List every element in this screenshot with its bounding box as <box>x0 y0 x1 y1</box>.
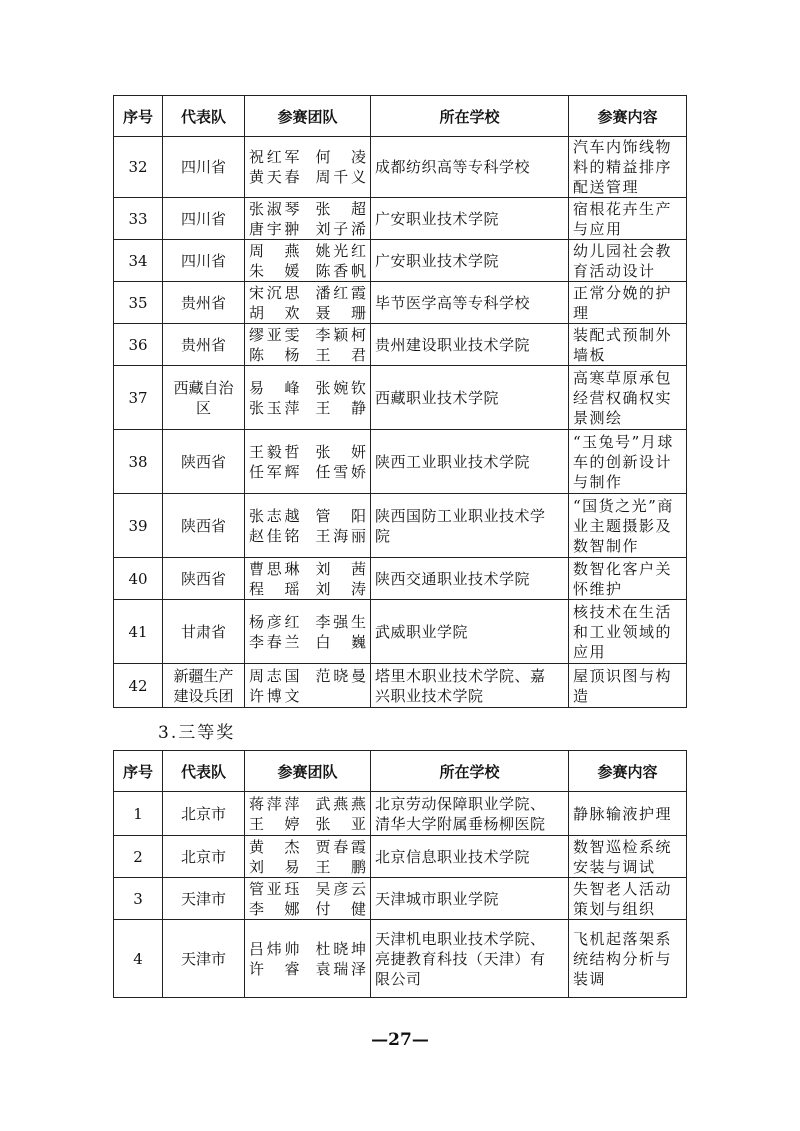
member-name: 王 君 <box>315 345 366 364</box>
content-cell <box>569 494 687 558</box>
school-line: 成都纺织高等专科学校 <box>375 158 531 176</box>
delegation-cell <box>163 494 245 558</box>
team-members-cell <box>245 878 371 920</box>
member-name: 刘 涛 <box>315 579 366 598</box>
member-name: 陈香帆 <box>315 261 366 280</box>
content-cell <box>569 600 687 664</box>
school-cell <box>371 878 569 920</box>
table-row <box>114 600 687 664</box>
header-team: 参赛团队 <box>245 96 371 137</box>
member-name: 缪亚雯 <box>249 325 300 344</box>
row-number: 33 <box>128 209 148 228</box>
school-line: 天津城市职业学院 <box>375 889 500 908</box>
member-name: 张志越 <box>249 506 300 525</box>
member-name: 王 静 <box>315 398 366 417</box>
member-name: 吕炜帅 <box>249 939 300 958</box>
table-row <box>114 137 687 198</box>
content-line: 飞机起落架系 <box>573 929 673 948</box>
table-row <box>114 240 687 282</box>
school-line: 院 <box>375 526 391 545</box>
member-name <box>316 686 367 706</box>
member-line <box>249 241 366 261</box>
member-line <box>249 303 366 323</box>
table-body <box>114 792 687 998</box>
member-name: 许博文 <box>249 686 300 705</box>
content-line: 经营权确权实 <box>573 388 673 407</box>
delegation-line: 贵州省 <box>180 335 226 354</box>
delegation-line: 陕西省 <box>180 516 226 535</box>
delegation-line: 四川省 <box>180 251 226 270</box>
school-cell <box>371 282 569 324</box>
school-line: 塔里木职业技术学院、嘉 <box>375 666 546 685</box>
header-content: 参赛内容 <box>569 96 687 137</box>
page-number: —27— <box>371 1030 429 1050</box>
school-cell <box>371 664 569 708</box>
delegation-cell <box>163 836 245 878</box>
content-cell <box>569 366 687 430</box>
member-name: 聂 珊 <box>315 303 366 322</box>
member-line <box>249 147 366 167</box>
member-name: 姚光红 <box>315 241 366 260</box>
member-name: 付 健 <box>315 899 366 918</box>
member-name: 李 娜 <box>249 899 300 918</box>
member-name: 王 鹏 <box>315 857 366 876</box>
table-header-row <box>114 751 687 792</box>
row-number: 38 <box>128 452 148 471</box>
member-name: 袁瑞泽 <box>315 959 366 978</box>
delegation-cell <box>163 792 245 836</box>
header-no: 序号 <box>114 96 163 137</box>
delegation-line: 四川省 <box>180 158 226 176</box>
school-cell <box>371 198 569 240</box>
delegation-line: 北京市 <box>180 847 226 866</box>
school-cell <box>371 324 569 366</box>
member-line <box>249 814 366 834</box>
header-delegation: 代表队 <box>163 96 245 137</box>
content-line: 统结构分析与 <box>573 949 673 968</box>
table-row <box>114 558 687 600</box>
table-row <box>114 366 687 430</box>
row-number-cell <box>114 324 163 366</box>
table-body <box>114 137 687 708</box>
school-line: 天津机电职业技术学院、 <box>375 929 546 948</box>
member-name: 陈 杨 <box>249 345 300 364</box>
delegation-cell <box>163 137 245 198</box>
member-line <box>249 506 366 526</box>
school-line: 陕西交通职业技术学院 <box>375 569 531 588</box>
row-number: 32 <box>128 158 148 176</box>
content-line: “国货之光”商 <box>573 496 674 515</box>
table-row <box>114 198 687 240</box>
team-members-cell <box>245 430 371 494</box>
member-name: 周 燕 <box>249 241 300 260</box>
school-cell <box>371 836 569 878</box>
header-content: 参赛内容 <box>569 751 687 792</box>
team-members-cell <box>245 558 371 600</box>
content-cell <box>569 792 687 836</box>
row-number-cell <box>114 494 163 558</box>
content-cell <box>569 878 687 920</box>
member-line <box>249 666 366 686</box>
school-line: 亮捷教育科技（天津）有 <box>375 949 546 968</box>
member-name: 周志国 <box>249 666 300 685</box>
member-line <box>249 442 366 462</box>
team-members-cell <box>245 920 371 998</box>
content-line: 失智老人活动 <box>573 879 673 898</box>
content-line: 高寒草原承包 <box>573 368 673 387</box>
delegation-line: 西藏自治 <box>173 378 234 397</box>
content-cell <box>569 324 687 366</box>
school-cell <box>371 600 569 664</box>
award-table-second-prize <box>113 95 687 708</box>
member-line <box>249 899 366 919</box>
row-number-cell <box>114 240 163 282</box>
member-line <box>249 261 366 281</box>
school-line: 广安职业技术学院 <box>375 251 500 270</box>
row-number: 42 <box>128 676 148 695</box>
delegation-line: 北京市 <box>180 804 226 823</box>
member-line <box>249 794 366 814</box>
member-name: 王海丽 <box>315 526 366 545</box>
member-line <box>249 686 366 706</box>
content-line: 造 <box>573 686 590 705</box>
team-members-cell <box>245 836 371 878</box>
school-cell <box>371 792 569 836</box>
school-cell <box>371 920 569 998</box>
content-cell <box>569 137 687 198</box>
team-members-cell <box>245 240 371 282</box>
member-name: 杜晓坤 <box>315 939 366 958</box>
school-line: 限公司 <box>375 969 422 988</box>
row-number-cell <box>114 600 163 664</box>
member-name: 张玉萍 <box>249 398 300 417</box>
member-line <box>249 398 366 418</box>
member-name: 王 婷 <box>249 814 300 833</box>
member-line <box>249 378 366 398</box>
content-line: 汽车内饰线物 <box>573 138 673 156</box>
content-line: 理 <box>573 303 590 322</box>
delegation-cell <box>163 366 245 430</box>
row-number-cell <box>114 664 163 708</box>
member-name: 祝红军 <box>249 148 300 166</box>
table-row <box>114 282 687 324</box>
member-name: 易 峰 <box>249 378 300 397</box>
table-row <box>114 920 687 998</box>
member-name: 刘 茜 <box>315 559 366 578</box>
member-name: 唐宇翀 <box>249 219 300 238</box>
member-line <box>249 345 366 365</box>
member-name: 张 超 <box>315 199 366 218</box>
member-name: 王毅哲 <box>249 442 300 461</box>
member-line <box>249 612 366 632</box>
table-row <box>114 430 687 494</box>
member-name: 赵佳铭 <box>249 526 300 545</box>
delegation-cell <box>163 664 245 708</box>
member-name: 管亚珏 <box>249 879 300 898</box>
member-line <box>249 526 366 546</box>
table-row <box>114 664 687 708</box>
member-line <box>249 837 366 857</box>
member-name: 张婉钦 <box>315 378 366 397</box>
content-cell <box>569 240 687 282</box>
member-name: 李颖柯 <box>315 325 366 344</box>
content-cell <box>569 664 687 708</box>
content-line: 与制作 <box>573 472 623 491</box>
content-line: 宿根花卉生产 <box>573 199 673 218</box>
delegation-cell <box>163 324 245 366</box>
content-line: 育活动设计 <box>573 261 656 280</box>
content-line: 幼儿园社会教 <box>573 241 673 260</box>
delegation-line: 贵州省 <box>180 293 226 312</box>
delegation-cell <box>163 240 245 282</box>
member-name: 李春兰 <box>249 632 300 651</box>
table-row <box>114 494 687 558</box>
content-line: 静脉输液护理 <box>573 804 673 823</box>
school-line: 毕节医学高等专科学校 <box>375 293 531 312</box>
member-name: 刘 易 <box>249 857 300 876</box>
content-line: “玉兔号”月球 <box>573 432 674 451</box>
school-cell <box>371 366 569 430</box>
header-no: 序号 <box>114 751 163 792</box>
content-cell <box>569 920 687 998</box>
row-number: 2 <box>133 847 143 866</box>
delegation-cell <box>163 198 245 240</box>
member-name: 周千义 <box>315 168 366 186</box>
member-name: 曹思琳 <box>249 559 300 578</box>
team-members-cell <box>245 792 371 836</box>
content-line: 装调 <box>573 969 607 988</box>
header-team: 参赛团队 <box>245 751 371 792</box>
school-line: 贵州建设职业技术学院 <box>375 335 531 354</box>
school-cell <box>371 494 569 558</box>
content-line: 装配式预制外 <box>573 325 673 344</box>
content-line: 数智化客户关 <box>573 559 673 578</box>
team-members-cell <box>245 494 371 558</box>
delegation-line: 陕西省 <box>180 452 226 471</box>
member-line <box>249 939 366 959</box>
award-table-third-prize <box>113 750 687 998</box>
school-line: 陕西国防工业职业技术学 <box>375 506 546 525</box>
team-members-cell <box>245 600 371 664</box>
row-number: 34 <box>128 251 148 270</box>
delegation-cell <box>163 430 245 494</box>
delegation-cell <box>163 878 245 920</box>
member-line <box>249 199 366 219</box>
section-heading-third-prize: 3.三等奖 <box>158 723 236 743</box>
row-number-cell <box>114 198 163 240</box>
school-line: 清华大学附属垂杨柳医院 <box>375 814 546 833</box>
team-members-cell <box>245 198 371 240</box>
member-name: 潘红霞 <box>315 283 366 302</box>
row-number: 3 <box>133 889 143 908</box>
row-number: 39 <box>128 516 148 535</box>
table-row <box>114 836 687 878</box>
content-line: 配送管理 <box>573 178 640 196</box>
member-name: 张 亚 <box>315 814 366 833</box>
member-name: 武燕燕 <box>315 794 366 813</box>
content-line: 核技术在生活 <box>573 602 673 621</box>
content-cell <box>569 198 687 240</box>
row-number-cell <box>114 366 163 430</box>
member-name: 李强生 <box>315 612 366 631</box>
school-line: 兴职业技术学院 <box>375 686 484 705</box>
team-members-cell <box>245 137 371 198</box>
team-members-cell <box>245 282 371 324</box>
member-name: 范晓曼 <box>315 666 366 685</box>
member-name: 黄 杰 <box>249 837 300 856</box>
delegation-line: 天津市 <box>180 889 226 908</box>
member-name: 宋沉思 <box>249 283 300 302</box>
content-line: 正常分娩的护 <box>573 283 673 302</box>
member-name: 白 巍 <box>315 632 366 651</box>
content-line: 数智巡检系统 <box>573 837 673 856</box>
school-cell <box>371 137 569 198</box>
content-line: 应用 <box>573 642 607 661</box>
member-line <box>249 325 366 345</box>
content-line: 业主题摄影及 <box>573 516 673 535</box>
delegation-line: 区 <box>195 398 211 417</box>
row-number-cell <box>114 558 163 600</box>
row-number-cell <box>114 878 163 920</box>
row-number-cell <box>114 792 163 836</box>
member-name: 管 阳 <box>315 506 366 525</box>
delegation-line: 陕西省 <box>180 569 226 588</box>
member-line <box>249 879 366 899</box>
delegation-line: 建设兵团 <box>173 686 234 705</box>
delegation-cell <box>163 282 245 324</box>
content-line: 屋顶识图与构 <box>573 666 673 685</box>
member-line <box>249 167 366 187</box>
row-number: 40 <box>128 569 148 588</box>
school-line: 北京信息职业技术学院 <box>375 847 531 866</box>
delegation-cell <box>163 920 245 998</box>
content-line: 怀维护 <box>573 579 623 598</box>
member-line <box>249 857 366 877</box>
header-delegation: 代表队 <box>163 751 245 792</box>
team-members-cell <box>245 324 371 366</box>
member-name: 吴彦云 <box>315 879 366 898</box>
school-line: 广安职业技术学院 <box>375 209 500 228</box>
school-line: 北京劳动保障职业学院、 <box>375 794 546 813</box>
member-name: 朱 媛 <box>249 261 300 280</box>
member-name: 蒋萍萍 <box>249 794 300 813</box>
content-line: 景测绘 <box>573 408 623 427</box>
row-number-cell <box>114 430 163 494</box>
row-number: 1 <box>133 804 143 823</box>
content-line: 料的精益排序 <box>573 158 673 176</box>
team-members-cell <box>245 664 371 708</box>
row-number-cell <box>114 282 163 324</box>
table-header-row <box>114 96 687 137</box>
member-name: 任军辉 <box>249 462 300 481</box>
school-line: 西藏职业技术学院 <box>375 388 500 407</box>
row-number: 41 <box>128 622 148 641</box>
school-line: 武威职业学院 <box>375 622 469 641</box>
member-line <box>249 283 366 303</box>
header-school: 所在学校 <box>371 96 569 137</box>
content-cell <box>569 430 687 494</box>
delegation-line: 甘肃省 <box>180 622 226 641</box>
delegation-line: 新疆生产 <box>173 666 234 685</box>
member-name: 许 睿 <box>249 959 300 978</box>
member-line <box>249 462 366 482</box>
content-cell <box>569 558 687 600</box>
member-name: 杨彦红 <box>249 612 300 631</box>
member-name: 刘子浠 <box>315 219 366 238</box>
table-row <box>114 324 687 366</box>
content-cell <box>569 836 687 878</box>
delegation-cell <box>163 558 245 600</box>
content-line: 安装与调试 <box>573 857 656 876</box>
member-name: 黄天春 <box>249 168 300 186</box>
member-name: 贾春霞 <box>315 837 366 856</box>
content-line: 与应用 <box>573 219 623 238</box>
school-cell <box>371 430 569 494</box>
school-line: 陕西工业职业技术学院 <box>375 452 531 471</box>
content-line: 车的创新设计 <box>573 452 673 471</box>
table-row <box>114 792 687 836</box>
member-line <box>249 959 366 979</box>
member-name: 何 凌 <box>315 148 366 166</box>
row-number-cell <box>114 137 163 198</box>
member-line <box>249 632 366 652</box>
member-name: 张 妍 <box>315 442 366 461</box>
member-line <box>249 219 366 239</box>
row-number: 4 <box>133 949 143 968</box>
school-cell <box>371 558 569 600</box>
school-cell <box>371 240 569 282</box>
delegation-cell <box>163 600 245 664</box>
member-name: 胡 欢 <box>249 303 300 322</box>
content-line: 数智制作 <box>573 536 640 555</box>
content-cell <box>569 282 687 324</box>
row-number-cell <box>114 920 163 998</box>
member-line <box>249 559 366 579</box>
team-members-cell <box>245 366 371 430</box>
member-line <box>249 579 366 599</box>
member-name: 程 瑶 <box>249 579 300 598</box>
row-number: 35 <box>128 293 148 312</box>
content-line: 和工业领域的 <box>573 622 673 641</box>
row-number: 37 <box>128 388 148 407</box>
header-school: 所在学校 <box>371 751 569 792</box>
delegation-line: 天津市 <box>180 949 226 968</box>
content-line: 策划与组织 <box>573 899 656 918</box>
member-name: 任雪娇 <box>315 462 366 481</box>
member-name: 张淑琴 <box>249 199 300 218</box>
row-number: 36 <box>128 335 148 354</box>
content-line: 墙板 <box>573 345 607 364</box>
row-number-cell <box>114 836 163 878</box>
table-row <box>114 878 687 920</box>
delegation-line: 四川省 <box>180 209 226 228</box>
